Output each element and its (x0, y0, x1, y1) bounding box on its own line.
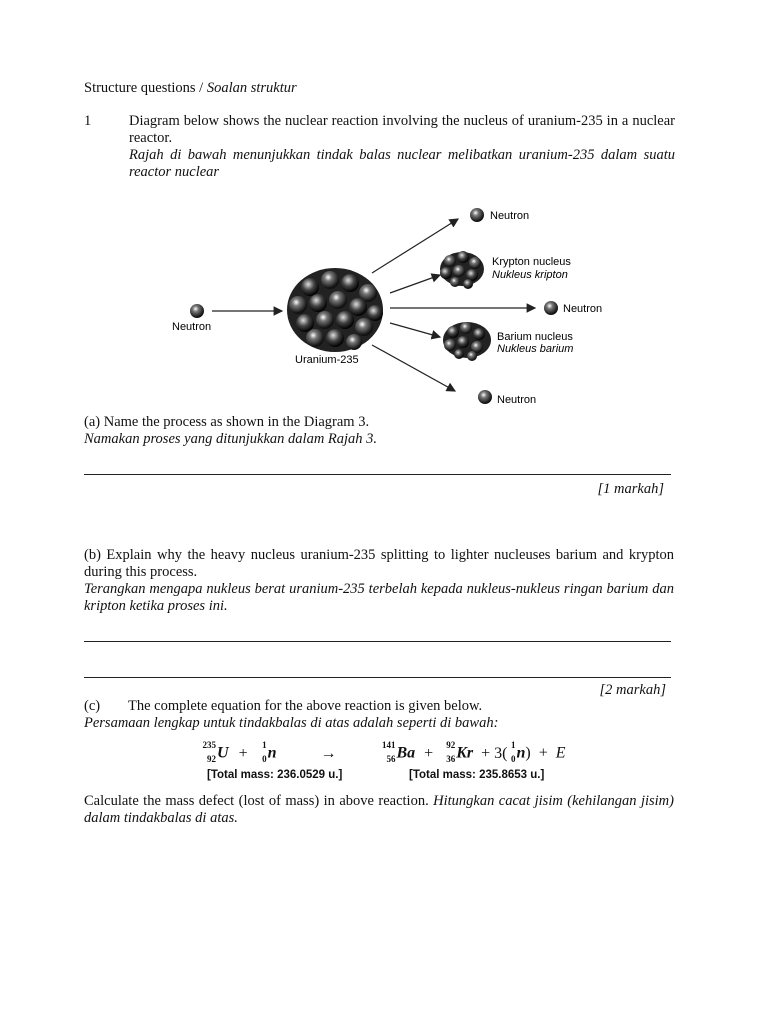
heading-malay: Soalan struktur (206, 80, 297, 96)
neutron-top (470, 208, 484, 222)
label-barium-en: Barium nucleus (497, 331, 573, 343)
neutron-numbers-right: 1 0 (510, 740, 516, 764)
total-mass-right: [Total mass: 235.8653 u.] (409, 769, 545, 781)
total-mass-left: [Total mass: 236.0529 u.] (207, 769, 343, 781)
nuclear-equation (202, 740, 603, 768)
part-a-marks: [1 markah] (597, 481, 664, 497)
barium-symbol: Ba (396, 744, 416, 762)
label-uranium: Uranium-235 (295, 354, 359, 366)
arrow-to-krypton (390, 275, 440, 293)
neutron-symbol-right: n (516, 744, 526, 762)
neutron-bottom (478, 390, 492, 404)
question-number: 1 (84, 113, 92, 129)
question-intro-malay: Rajah di bawah menunjukkan tindak balas nuclear melibatkan uranium-235 dalam suatu reactor nuclear (129, 147, 675, 180)
krypton-symbol: Kr (456, 744, 474, 762)
krypton-nucleus (440, 251, 484, 289)
fission-diagram (150, 195, 630, 420)
calculation-malay: Hitungkan cacat jisim (kehilangan jisim) dalam tindakbalas di atas. (84, 793, 674, 826)
label-krypton-en: Krypton nucleus (492, 256, 571, 268)
krypton-isotope-numbers: 92 36 (446, 740, 456, 764)
part-b-question-malay: Terangkan mengapa nukleus berat uranium-235 terbelah kepada nukleus-nukleus ringan barium dan kripton ketika proses ini. (84, 581, 674, 614)
label-neutron-middle: Neutron (563, 303, 603, 315)
equation-close: ) + (525, 744, 556, 762)
neutron-middle (544, 301, 558, 315)
label-barium-ms: Nukleus barium (497, 343, 574, 355)
arrow-to-bottom-neutron (372, 345, 455, 391)
uranium-isotope-numbers: 235 92 (202, 740, 216, 764)
uranium-symbol: U (217, 744, 229, 762)
uranium-nucleus (287, 268, 383, 352)
question-intro-english: Diagram below shows the nuclear reaction involving the nucleus of uranium-235 in a nuclear reactor. (129, 113, 675, 146)
part-b-question-english: (b) Explain why the heavy nucleus uranium-235 splitting to lighter nucleuses barium and krypton during this process. (84, 547, 674, 580)
part-b-answer-line-1[interactable] (84, 641, 671, 642)
part-a-answer-line[interactable] (84, 474, 671, 475)
incoming-neutron (190, 304, 204, 318)
part-c-question-english: The complete equation for the above reaction is given below. (128, 698, 483, 714)
barium-isotope-numbers: 141 56 (382, 740, 396, 764)
part-b-answer-line-2[interactable] (84, 677, 671, 678)
label-incoming-neutron: Neutron (172, 321, 212, 333)
label-krypton-ms: Nukleus kripton (492, 269, 568, 281)
plus-sign-2: + (424, 744, 434, 762)
calculation-english: Calculate the mass defect (lost of mass) in above reaction. (84, 793, 434, 809)
heading-english: Structure questions / (84, 80, 207, 96)
neutron-symbol-left: n (267, 744, 277, 762)
part-b-marks: [2 markah] (599, 682, 666, 698)
neutron-numbers-left: 1 0 (262, 740, 267, 764)
section-heading (84, 80, 297, 97)
label-neutron-top: Neutron (490, 210, 530, 222)
barium-nucleus (443, 322, 491, 361)
part-a-question-malay: Namakan proses yang ditunjukkan dalam Rajah 3. (84, 431, 378, 447)
three-neutrons-prefix: + 3( (481, 744, 508, 762)
label-neutron-bottom: Neutron (497, 394, 537, 406)
plus-sign-1: + (238, 744, 248, 762)
part-c-question-malay: Persamaan lengkap untuk tindakbalas di atas adalah seperti di bawah: (84, 715, 499, 731)
reaction-arrow: → (320, 744, 337, 762)
energy-symbol: E (555, 744, 566, 762)
arrow-to-barium (390, 323, 440, 337)
part-c-calculation (84, 793, 674, 827)
part-a-question-english: (a) Name the process as shown in the Diagram 3. (84, 414, 370, 430)
part-c-label: (c) (84, 698, 101, 714)
